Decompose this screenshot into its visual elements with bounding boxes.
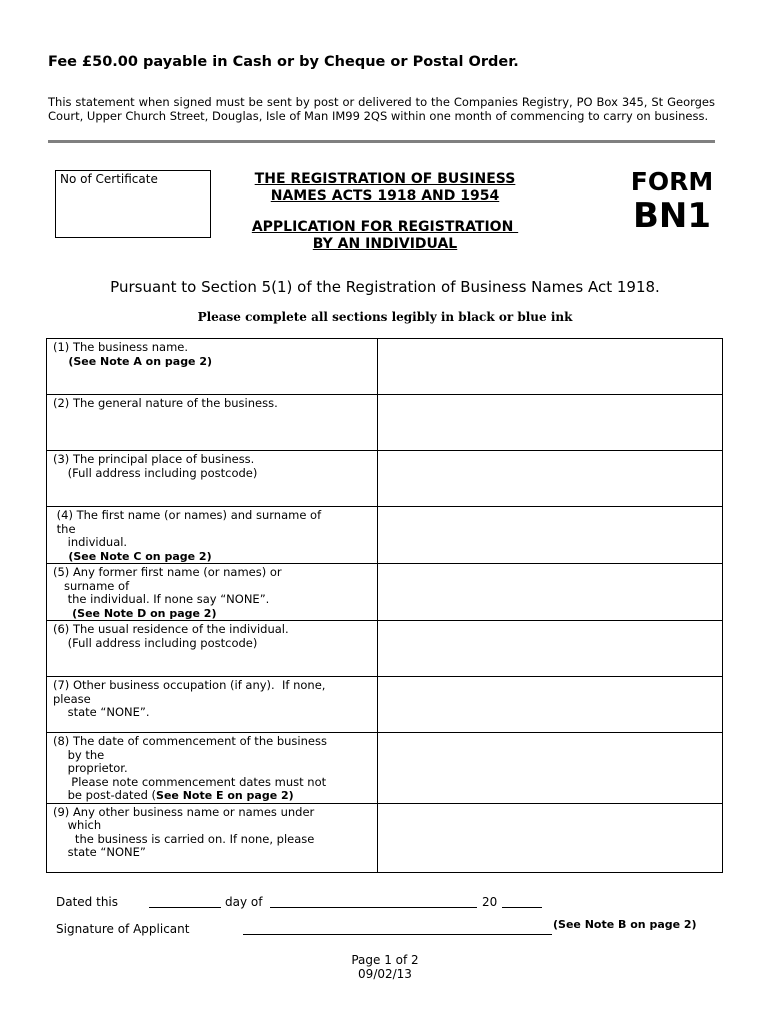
section-note: See Note E on page 2) [156,789,294,802]
section-label [47,339,377,368]
section-row [47,803,723,872]
section-answer-field[interactable] [378,677,723,733]
application-heading [215,219,555,253]
section-label-line: (Full address including postcode) [53,465,258,480]
day-field[interactable] [149,907,221,908]
section-row [47,339,723,395]
certificate-number-box[interactable] [55,170,211,238]
revision-date: 09/02/13 [358,967,412,981]
section-label [47,621,377,650]
sections-table [46,338,723,873]
section-label [47,677,377,720]
section-row [47,564,723,621]
section-row [47,507,723,564]
section-answer-field[interactable] [378,564,723,621]
section-label [47,733,377,803]
section-row [47,451,723,507]
section-label [47,507,377,563]
section-label-line: by the [53,747,105,762]
section-label-line: individual. [53,535,128,549]
certificate-label: No of Certificate [60,172,158,186]
section-row [47,733,723,804]
section-note: (See Note D on page 2) [53,606,217,620]
section-label-line: (3) The principal place of business. [53,452,255,466]
section-label-cell [47,564,378,621]
section-label-cell [47,733,378,804]
form-label: FORM [630,167,714,196]
page-number: Page 1 of 2 [351,953,419,967]
section-label [47,804,377,860]
section-answer-field[interactable] [378,451,723,507]
section-label-line: state “NONE” [53,845,146,859]
signature-field[interactable] [243,934,552,935]
section-label-line: (4) The first name (or names) and surname of [53,508,322,522]
section-label-cell [47,339,378,395]
fee-notice: Fee £50.00 payable in Cash or by Cheque or Postal Order. [48,54,519,70]
ink-instruction: Please complete all sections legibly in black or blue ink [197,310,573,324]
section-answer-field[interactable] [378,733,723,804]
section-answer-field[interactable] [378,339,723,395]
section-label-line: (8) The date of commencement of the business [53,734,327,748]
year-field[interactable] [502,907,542,908]
section-label-line: the [53,521,76,536]
pursuant-statement: Pursuant to Section 5(1) of the Registration of Business Names Act 1918. [110,278,660,296]
dated-this-label: Dated this [56,895,119,909]
section-label-line: (Full address including postcode) [53,635,258,650]
section-note: (See Note A on page 2) [53,354,213,368]
section-label-line: (1) The business name. [53,340,189,354]
section-label-cell [47,677,378,733]
signature-label: Signature of Applicant [56,922,190,936]
section-answer-field[interactable] [378,395,723,451]
section-answer-field[interactable] [378,803,723,872]
section-label [47,451,377,480]
section-row [47,395,723,451]
section-label [47,395,377,411]
application-heading-line2: BY AN INDIVIDUAL [312,236,458,252]
section-label-line: (7) Other business occupation (if any). If none, [53,678,326,692]
submission-instructions: This statement when signed must be sent by post or delivered to the Companies Registry, PO Box 345, St Georges Court, Upper Church Street, Douglas, Isle of Man IM99 2QS within one month of commencing to carry on business. [48,95,715,123]
year-prefix: 20 [482,895,498,909]
section-label-line: the business is carried on. If none, please [53,831,315,846]
page-footer [0,953,770,981]
section-row [47,621,723,677]
section-label-line: (9) Any other business name or names under [53,804,315,819]
section-label-line: the individual. If none say “NONE”. [53,592,270,606]
section-row [47,677,723,733]
section-label-line: please [53,691,91,706]
section-label-line: surname of [53,578,130,593]
section-label-line: (5) Any former first name (or names) or [53,565,282,579]
section-label-cell [47,451,378,507]
section-label-cell [47,507,378,564]
acts-heading-line1: THE REGISTRATION OF BUSINESS [254,171,516,187]
section-label-line: which [53,818,102,832]
application-heading-line1: APPLICATION FOR REGISTRATION [251,219,519,235]
section-label-line: state “NONE”. [53,705,150,719]
section-label-cell [47,803,378,872]
section-label-line: (6) The usual residence of the individual. [53,622,289,636]
signature-note: (See Note B on page 2) [553,918,697,931]
section-answer-field[interactable] [378,507,723,564]
section-label-cell [47,395,378,451]
section-label-line: (2) The general nature of the business. [53,396,278,410]
section-answer-field[interactable] [378,621,723,677]
header-divider [48,140,715,143]
section-note: (See Note C on page 2) [53,549,212,563]
section-label-line: proprietor. [53,761,128,775]
section-label-cell [47,621,378,677]
acts-heading [215,171,555,205]
section-label-line: be post-dated ( [53,788,157,802]
month-field[interactable] [270,907,477,908]
acts-heading-line2: NAMES ACTS 1918 AND 1954 [270,188,500,204]
day-of-label: day of [225,895,263,909]
section-label-line: Please note commencement dates must not [53,774,327,789]
section-label [47,564,377,620]
form-code: BN1 [632,196,712,236]
